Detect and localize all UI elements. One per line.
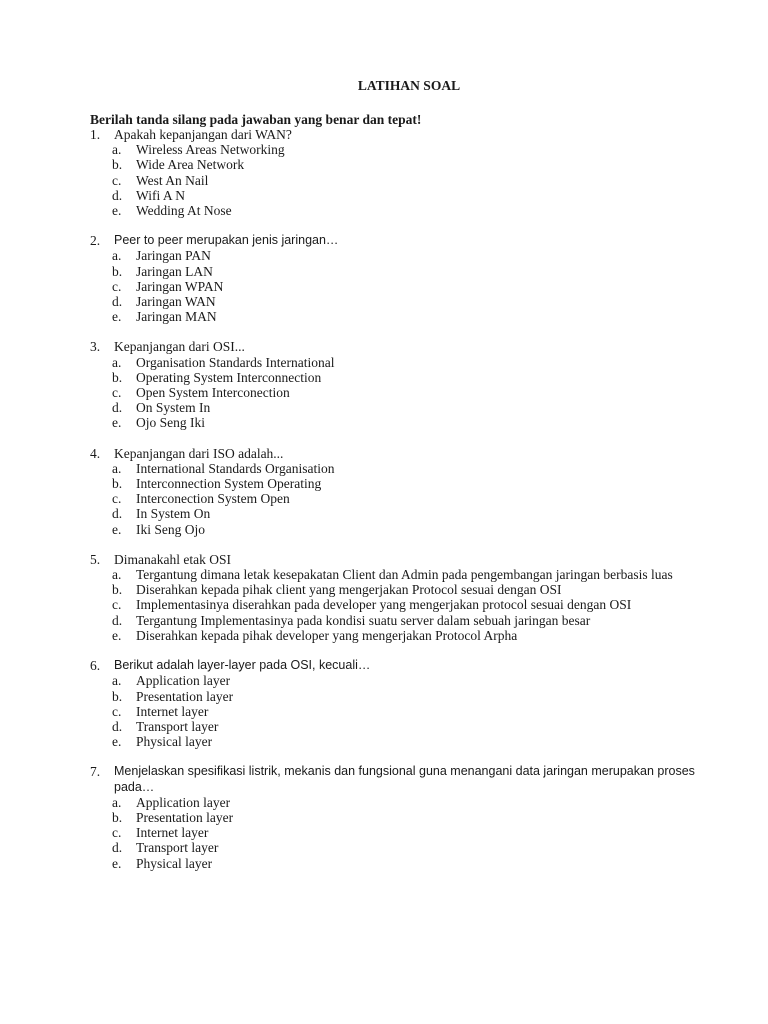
question-text: Dimanakahl etak OSI [114,551,231,567]
option-letter: e. [112,627,122,643]
option-letter: a. [112,142,122,158]
answer-option [90,628,728,643]
question-number: 7. [90,764,101,780]
option-list [90,567,728,643]
question-block [90,764,728,870]
option-text: Organisation Standards International [136,354,335,370]
page-title: LATIHAN SOAL [357,78,461,93]
option-letter: c. [112,172,122,188]
option-text: Presentation layer [136,688,234,704]
option-text: Implementasinya diserahkan pada developer yang mengerjakan protocol sesuai dengan OSI [136,597,632,613]
instruction-text: Berilah tanda silang pada jawaban yang benar dan tepat! [90,112,422,127]
option-letter: b. [112,582,123,598]
option-list [90,248,728,324]
answer-option [90,461,728,476]
option-letter: d. [112,840,123,856]
option-text: Presentation layer [136,809,234,825]
question-block [90,339,728,430]
option-letter: d. [112,612,123,628]
question-number: 6. [90,658,101,674]
option-text: Ojo Seng Iki [136,415,205,431]
question-row [90,552,728,567]
answer-option [90,810,728,825]
option-text: Tergantung Implementasinya pada kondisi suatu server dalam sebuah jaringan besar [136,612,591,628]
question-row [90,339,728,354]
option-list [90,355,728,431]
option-text: West An Nail [136,172,209,188]
option-letter: d. [112,400,123,416]
option-letter: d. [112,187,123,203]
question-spacer [90,218,728,233]
question-block [90,446,728,537]
question-spacer [90,324,728,339]
answer-option [90,203,728,218]
option-list [90,673,728,749]
question-block [90,552,728,643]
question-spacer [90,431,728,446]
answer-option [90,188,728,203]
option-text: Operating System Interconnection [136,369,322,385]
option-text: On System In [136,400,211,416]
answer-option [90,856,728,871]
answer-option [90,264,728,279]
option-letter: d. [112,718,123,734]
question-text: Peer to peer merupakan jenis jaringan… [114,233,339,248]
option-text: Jaringan WAN [136,294,216,310]
answer-option [90,597,728,612]
answer-option [90,415,728,430]
option-list [90,142,728,218]
option-text: Transport layer [136,718,219,734]
answer-option [90,582,728,597]
answer-option [90,567,728,582]
option-text: Wireless Areas Networking [136,142,285,158]
answer-option [90,173,728,188]
question-number: 3. [90,339,101,355]
answer-option [90,704,728,719]
question-row [90,658,728,673]
option-letter: c. [112,278,122,294]
question-text: Kepanjangan dari OSI... [114,339,245,355]
answer-option [90,370,728,385]
answer-option [90,157,728,172]
option-text: Internet layer [136,825,209,841]
option-letter: c. [112,491,122,507]
answer-option [90,294,728,309]
option-text: Wedding At Nose [136,203,232,219]
answer-option [90,355,728,370]
title-container [90,78,728,94]
option-letter: a. [112,673,122,689]
option-list [90,461,728,537]
option-letter: b. [112,688,123,704]
option-letter: b. [112,476,123,492]
answer-option [90,491,728,506]
question-text: Apakah kepanjangan dari WAN? [114,127,292,142]
question-row [90,764,728,794]
option-letter: e. [112,309,122,325]
question-spacer [90,643,728,658]
option-text: Iki Seng Ojo [136,521,205,537]
option-letter: b. [112,369,123,385]
question-block [90,658,728,749]
answer-option [90,522,728,537]
question-number: 4. [90,445,101,461]
option-letter: a. [112,460,122,476]
option-text: Wide Area Network [136,157,245,173]
option-letter: a. [112,567,122,583]
option-text: Transport layer [136,840,219,856]
answer-option [90,719,728,734]
option-letter: a. [112,794,122,810]
option-text: Physical layer [136,734,213,750]
answer-option [90,840,728,855]
option-letter: c. [112,597,122,613]
option-text: Diserahkan kepada pihak developer yang mengerjakan Protocol Arpha [136,627,518,643]
question-number: 5. [90,551,101,567]
question-row [90,233,728,248]
question-row [90,127,728,142]
option-text: Diserahkan kepada pihak client yang mengerjakan Protocol sesuai dengan OSI [136,582,562,598]
answer-option [90,279,728,294]
option-list [90,795,728,871]
option-text: Jaringan PAN [136,248,211,264]
answer-option [90,476,728,491]
question-text: Kepanjangan dari ISO adalah... [114,445,284,461]
answer-option [90,689,728,704]
option-text: Interconection System Open [136,491,290,507]
option-letter: a. [112,248,122,264]
answer-option [90,825,728,840]
option-text: Wifi A N [136,187,185,203]
option-letter: b. [112,263,123,279]
option-letter: a. [112,354,122,370]
question-block [90,127,728,218]
option-letter: c. [112,703,122,719]
option-letter: e. [112,734,122,750]
option-letter: d. [112,506,123,522]
answer-option [90,385,728,400]
question-number: 1. [90,127,101,142]
option-letter: d. [112,294,123,310]
answer-option [90,734,728,749]
answer-option [90,506,728,521]
answer-option [90,142,728,157]
answer-option [90,673,728,688]
option-text: Internet layer [136,703,209,719]
option-text: Jaringan LAN [136,263,213,279]
option-letter: e. [112,521,122,537]
question-text: Menjelaskan spesifikasi listrik, mekanis dan fungsional guna menangani data jaringan merupakan proses pada… [114,764,695,794]
option-text: Open System Interconection [136,385,290,401]
option-text: Application layer [136,794,231,810]
option-letter: b. [112,157,123,173]
question-block [90,233,728,324]
option-text: Application layer [136,673,231,689]
option-letter: b. [112,809,123,825]
option-letter: c. [112,385,122,401]
question-spacer [90,749,728,764]
option-text: Jaringan MAN [136,309,217,325]
option-text: Interconnection System Operating [136,476,322,492]
question-number: 2. [90,233,101,249]
answer-option [90,309,728,324]
option-letter: e. [112,415,122,431]
option-letter: e. [112,203,122,219]
answer-option [90,795,728,810]
option-text: Tergantung dimana letak kesepakatan Client dan Admin pada pengembangan jaringan berbasis luas [136,567,673,583]
option-text: International Standards Organisation [136,460,335,476]
option-letter: c. [112,825,122,841]
option-text: Physical layer [136,855,213,871]
question-row [90,446,728,461]
answer-option [90,400,728,415]
option-letter: e. [112,855,122,871]
answer-option [90,613,728,628]
question-text: Berikut adalah layer-layer pada OSI, kecuali… [114,658,371,673]
question-spacer [90,537,728,552]
question-list [90,127,728,871]
option-text: Jaringan WPAN [136,278,224,294]
answer-option [90,248,728,263]
option-text: In System On [136,506,211,522]
